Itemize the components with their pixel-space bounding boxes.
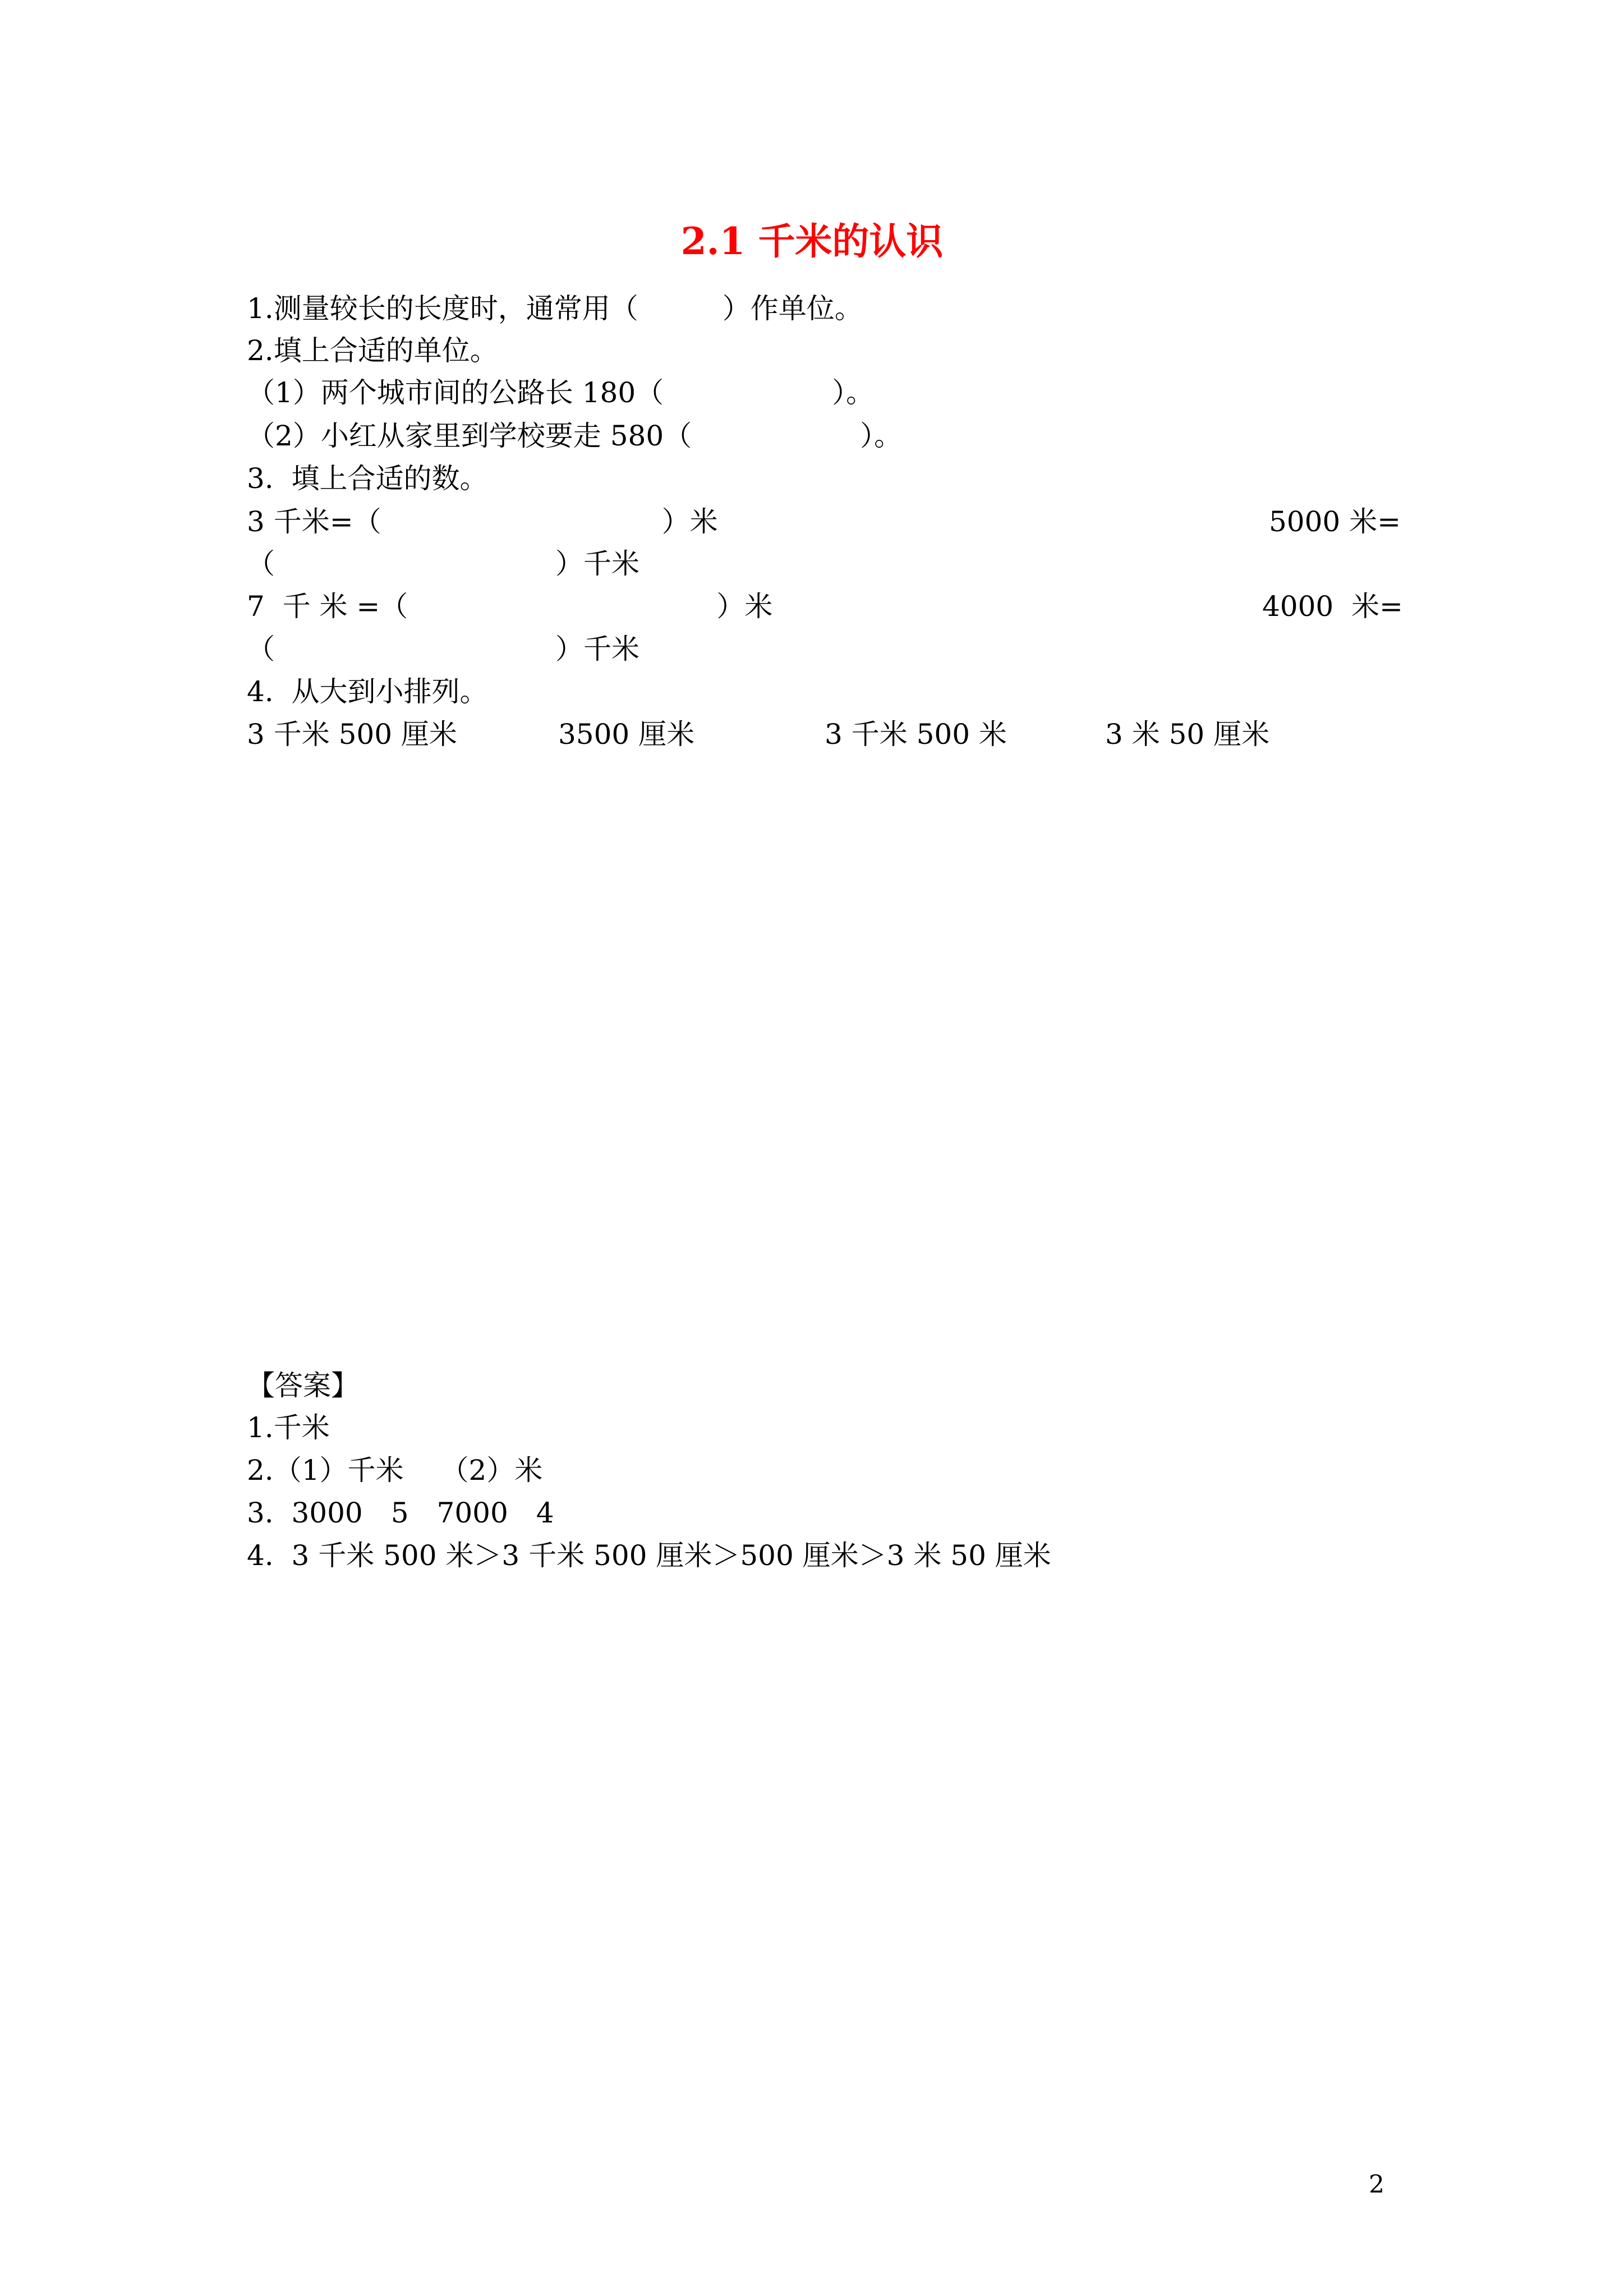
- answers-header: 【答案】: [247, 1369, 359, 1402]
- question-4-item-4: 3 米 50 厘米: [1105, 718, 1270, 751]
- question-2-part-2: （2）小红从家里到学校要走 580（ ）。: [247, 420, 903, 452]
- question-1: 1.测量较长的长度时，通常用（ ）作单位。: [247, 292, 863, 325]
- answer-4: 4. 3 千米 500 米＞3 千米 500 厘米＞500 厘米＞3 米 50 厘米: [247, 1539, 1051, 1572]
- question-3-item-d-start: 4000 米=: [1262, 590, 1403, 623]
- question-3-item-d-end: （ ）千米: [247, 633, 640, 665]
- answer-1: 1.千米: [247, 1411, 330, 1444]
- question-3-item-b-end: （ ）千米: [247, 547, 640, 580]
- question-3-item-c: 7 千 米 =（ ）米: [247, 590, 773, 623]
- question-2-part-1: （1）两个城市间的公路长 180（ ）。: [247, 376, 875, 409]
- question-3-item-b-start: 5000 米=: [1269, 505, 1401, 538]
- question-3-item-a: 3 千米=（ ）米: [247, 505, 718, 538]
- document-title: 2.1 千米的认识: [680, 219, 944, 263]
- question-4-item-2: 3500 厘米: [558, 718, 695, 751]
- page-number: 2: [1369, 2170, 1384, 2199]
- question-4-item-1: 3 千米 500 厘米: [247, 718, 457, 751]
- answer-2: 2.（1）千米 （2）米: [247, 1454, 543, 1487]
- question-3: 3. 填上合适的数。: [247, 462, 488, 495]
- question-4-item-3: 3 千米 500 米: [825, 718, 1007, 751]
- question-2: 2.填上合适的单位。: [247, 334, 498, 367]
- question-4: 4. 从大到小排列。: [247, 675, 488, 708]
- question-4-items: [247, 715, 1270, 950]
- answer-3: 3. 3000 5 7000 4: [247, 1497, 554, 1529]
